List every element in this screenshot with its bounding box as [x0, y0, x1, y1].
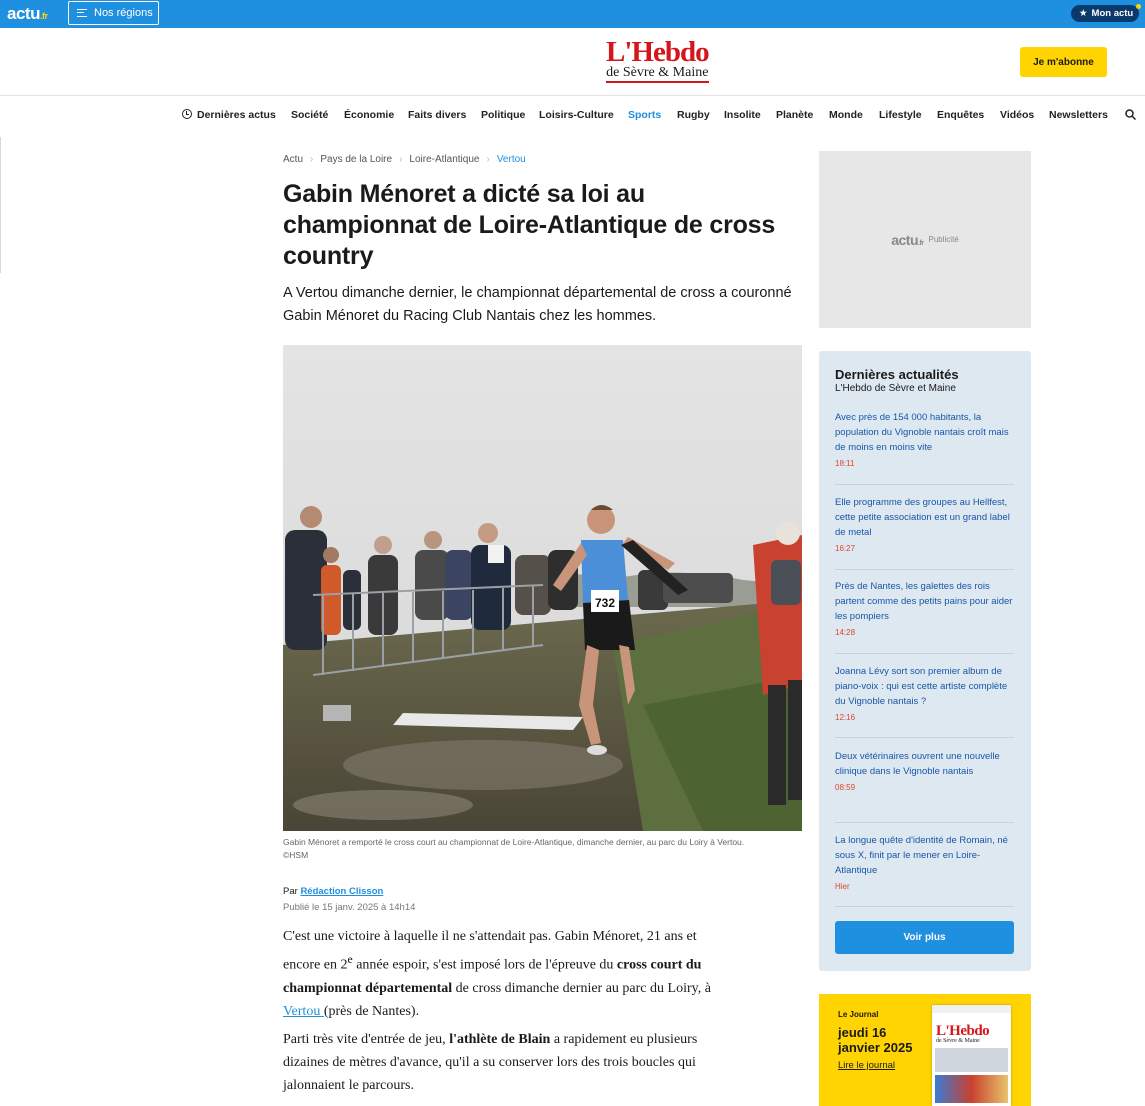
text-run: année espoir, s'est imposé lors de l'épreuve du — [352, 957, 617, 973]
nav-item-lifestyle[interactable]: Lifestyle — [879, 109, 922, 121]
chevron-right-icon: › — [310, 154, 314, 165]
bold-text: l'athlète de Blain — [449, 1032, 551, 1047]
masthead — [0, 28, 1145, 96]
brand-subtitle: de Sèvre & Maine — [606, 66, 709, 83]
nav-item-politique[interactable]: Politique — [481, 109, 526, 121]
star-icon: ★ — [1079, 8, 1088, 19]
news-title[interactable]: Près de Nantes, les galettes des rois partent comme des petits pains pour aider les pompiers — [835, 581, 1013, 622]
nav-item-planete[interactable]: Planète — [776, 109, 814, 121]
divider — [835, 822, 1014, 823]
brand-title: L'Hebdo — [606, 36, 709, 68]
text-run: Parti très vite d'entrée de jeu, — [283, 1032, 450, 1047]
mon-actu-button[interactable] — [1071, 5, 1139, 22]
breadcrumb-item-pays-de-la-loire[interactable]: Pays de la Loire — [320, 154, 393, 165]
news-item[interactable] — [835, 579, 1014, 637]
text-run: (près de Nantes). — [323, 1003, 420, 1019]
cover-title: L'Hebdo — [936, 1023, 990, 1039]
news-title[interactable]: Avec près de 154 000 habitants, la population du Vignoble nantais croît mais de moins en moins vite — [835, 412, 1009, 453]
nav-item-sports[interactable]: Sports — [628, 109, 662, 121]
divider — [835, 906, 1014, 907]
article-title: Gabin Ménoret a dicté sa loi au championnat de Loire-Atlantique de cross country — [283, 180, 776, 270]
divider — [835, 653, 1014, 654]
news-item[interactable] — [835, 749, 1014, 792]
cover-subtitle: de Sèvre & Maine — [936, 1038, 980, 1044]
regions-button[interactable] — [68, 1, 159, 25]
nav-label: Dernières actus — [197, 109, 276, 121]
runner-photo-illustration — [283, 345, 802, 831]
article-paragraph-1 — [283, 925, 728, 1023]
latest-title: Dernières actualités — [835, 367, 959, 382]
news-time: 16:27 — [835, 544, 856, 553]
mon-actu-label: Mon actu — [1091, 8, 1134, 19]
bold-text: cross court du championnat départemental — [283, 957, 702, 996]
nav-item-newsletters[interactable]: Newsletters — [1049, 109, 1108, 121]
nav-item-enquetes[interactable]: Enquêtes — [937, 109, 985, 121]
byline-prefix: Par — [283, 886, 301, 897]
nav-item-economie[interactable]: Économie — [344, 109, 395, 121]
menu-icon — [77, 9, 87, 17]
vertou-link[interactable]: Vertou — [283, 1003, 324, 1019]
nav-item-societe[interactable]: Société — [291, 109, 329, 121]
divider — [835, 484, 1014, 485]
nav-item-faits-divers[interactable]: Faits divers — [408, 109, 467, 121]
news-item[interactable] — [835, 833, 1014, 891]
left-divider — [0, 137, 1, 273]
journal-label: Le Journal — [838, 1010, 879, 1019]
notification-dot — [1136, 4, 1141, 9]
article-paragraph-2 — [283, 1028, 728, 1097]
see-more-button[interactable]: Voir plus — [835, 921, 1014, 954]
journal-promo — [819, 994, 1031, 1106]
breadcrumb-item-loire-atlantique[interactable]: Loire-Atlantique — [409, 154, 480, 165]
article-photo[interactable] — [283, 345, 802, 831]
journal-date: jeudi 16 janvier 2025 — [838, 1025, 913, 1055]
nav-item-insolite[interactable]: Insolite — [724, 109, 761, 121]
news-item[interactable] — [835, 495, 1014, 553]
nav-item-dernieres-actus[interactable] — [182, 109, 276, 121]
news-title[interactable]: La longue quête d'identité de Romain, né sous X, finit par le mener en Loire-Atlantique — [835, 835, 1008, 876]
latest-subtitle: L'Hebdo de Sèvre et Maine — [835, 383, 956, 394]
nav-item-monde[interactable]: Monde — [829, 109, 863, 121]
photo-caption — [283, 836, 802, 862]
bib-number: 732 — [594, 596, 616, 610]
author-link[interactable]: Rédaction Clisson — [300, 886, 384, 897]
nav-item-rugby[interactable]: Rugby — [677, 109, 710, 121]
publish-date: Publié le 15 janv. 2025 à 14h14 — [283, 902, 416, 913]
breadcrumb — [283, 154, 526, 165]
superscript: e — [347, 953, 353, 966]
logo-text: actu — [7, 4, 40, 23]
news-item[interactable] — [835, 410, 1014, 468]
caption-text: Gabin Ménoret a remporté le cross court au championnat de Loire-Atlantique, dimanche dernier, au parc du Loiry à Vertou. — [283, 837, 745, 847]
news-title[interactable]: Joanna Lévy sort son premier album de piano-voix : qui est cette artiste complète du Vignoble nantais ? — [835, 666, 1008, 707]
clock-icon — [182, 109, 192, 119]
ad-label: Publicité — [928, 235, 959, 244]
regions-label: Nos régions — [94, 7, 153, 19]
logo-suffix: .fr — [39, 11, 48, 21]
divider — [835, 737, 1014, 738]
text-run: C'est une victoire à laquelle il ne s'attendait pas. Gabin Ménoret, 21 ans et encore en 2 — [283, 929, 697, 973]
latest-news-panel — [819, 351, 1031, 971]
main-nav — [0, 97, 1145, 133]
photo-credit: ©HSM — [283, 850, 309, 860]
text-run: de cross dimanche dernier au parc du Loiry, à — [452, 980, 711, 996]
ad-logo — [891, 232, 923, 248]
divider — [835, 569, 1014, 570]
actu-logo[interactable] — [7, 4, 47, 24]
news-time: 18:11 — [835, 459, 855, 468]
news-time: 08:59 — [835, 783, 856, 792]
text-run: a rapidement eu plusieurs dizaines de mètres d'avance, qu'il a su conserver lors des trois boucles qui jalonnaient le parcours. — [283, 1032, 698, 1093]
chevron-right-icon: › — [399, 154, 403, 165]
article-lead: A Vertou dimanche dernier, le championnat départemental de cross a couronné Gabin Ménoret du Racing Club Nantais chez les hommes. — [283, 285, 792, 324]
read-journal-link[interactable]: Lire le journal — [838, 1060, 896, 1071]
byline — [283, 886, 383, 897]
breadcrumb-item-actu[interactable]: Actu — [283, 154, 304, 165]
journal-cover[interactable] — [932, 1005, 1011, 1106]
ad-logo-suffix: .fr — [918, 239, 924, 247]
top-bar — [0, 0, 1145, 28]
news-title[interactable]: Elle programme des groupes au Hellfest, cette petite association est un grand label de metal — [835, 497, 1010, 538]
advertisement[interactable] — [819, 151, 1031, 328]
brand-logo[interactable] — [606, 38, 709, 83]
nav-item-videos[interactable]: Vidéos — [1000, 109, 1035, 121]
breadcrumb-item-vertou[interactable]: Vertou — [496, 154, 526, 165]
news-item[interactable] — [835, 664, 1014, 722]
news-time: 12:16 — [835, 713, 856, 722]
news-time: Hier — [835, 882, 850, 891]
news-title[interactable]: Deux vétérinaires ouvrent une nouvelle clinique dans le Vignoble nantais — [835, 751, 1000, 777]
nav-item-loisirs-culture[interactable]: Loisirs-Culture — [539, 109, 614, 121]
news-time: 14:28 — [835, 628, 856, 637]
chevron-right-icon: › — [486, 154, 490, 165]
search-icon[interactable] — [1125, 109, 1136, 120]
subscribe-button[interactable]: Je m'abonne — [1020, 47, 1107, 77]
ad-logo-text: actu — [891, 231, 919, 248]
